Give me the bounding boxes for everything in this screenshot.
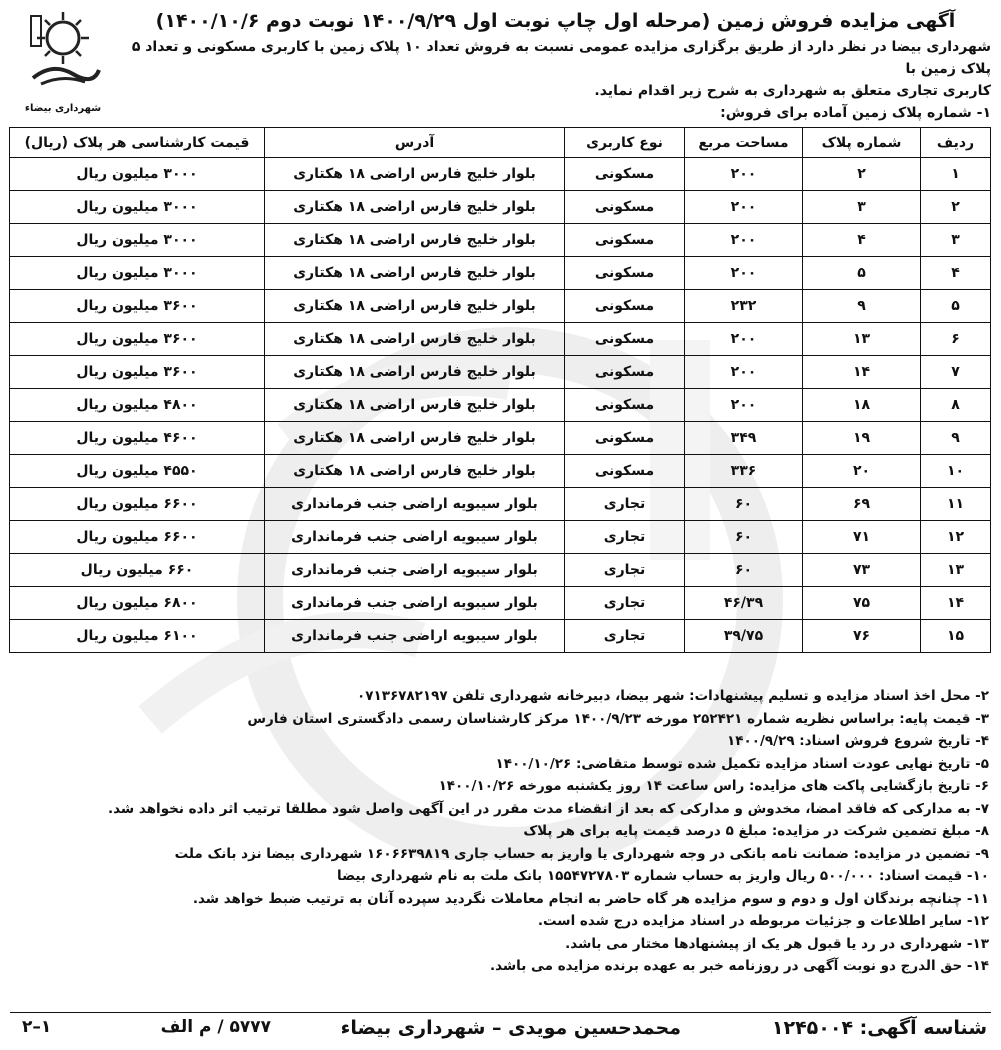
cell-plot-number: ۲۰: [803, 455, 921, 488]
cell-address: بلوار خلیج فارس اراضی ۱۸ هکتاری: [265, 290, 565, 323]
table-row: [10, 290, 991, 323]
col-header-row-number: ردیف: [921, 128, 991, 158]
table-row: [10, 158, 991, 191]
term-item: ۲- محل اخذ اسناد مزایده و تسلیم پیشنهادات: شهر بیضا، دبیرخانه شهرداری تلفن ۰۷۱۳۶۷۸۲۱۹۷: [356, 688, 989, 704]
cell-price: ۳۰۰۰ میلیون ریال: [10, 257, 265, 290]
table-row: [10, 488, 991, 521]
cell-usage: مسکونی: [565, 290, 685, 323]
term-item: ۳- قیمت پایه: براساس نظریه شماره ۲۵۲۴۲۱ مورخه ۱۴۰۰/۹/۲۳ مرکز کارشناسان رسمی دادگستری استان فارس: [247, 710, 989, 727]
cell-row-number: ۱۲: [921, 521, 991, 554]
cell-price: ۴۵۵۰ میلیون ریال: [10, 455, 265, 488]
cell-usage: مسکونی: [565, 191, 685, 224]
cell-price: ۳۰۰۰ میلیون ریال: [10, 224, 265, 257]
ad-code: ۵۷۷۷ / م الف: [160, 1017, 271, 1037]
cell-row-number: ۹: [921, 422, 991, 455]
table-row: [10, 554, 991, 587]
table-header-row: [10, 128, 991, 158]
term-item: ۶- تاریخ بازگشایی پاکت های مزایده: راس ساعت ۱۴ روز یکشنبه مورخه ۱۴۰۰/۱۰/۲۶: [438, 778, 989, 794]
cell-row-number: ۴: [921, 257, 991, 290]
cell-address: بلوار خلیج فارس اراضی ۱۸ هکتاری: [265, 455, 565, 488]
term-item: ۸- مبلغ تضمین شرکت در مزایده: مبلغ ۵ درصد قیمت پایه برای هر پلاک: [523, 823, 989, 839]
cell-price: ۳۶۰۰ میلیون ریال: [10, 323, 265, 356]
cell-price: ۳۶۰۰ میلیون ریال: [10, 356, 265, 389]
cell-address: بلوار خلیج فارس اراضی ۱۸ هکتاری: [265, 422, 565, 455]
cell-price: ۶۸۰۰ میلیون ریال: [10, 587, 265, 620]
cell-address: بلوار خلیج فارس اراضی ۱۸ هکتاری: [265, 356, 565, 389]
cell-usage: تجاری: [565, 554, 685, 587]
cell-area: ۶۰: [685, 521, 803, 554]
cell-address: بلوار خلیج فارس اراضی ۱۸ هکتاری: [265, 191, 565, 224]
cell-area: ۳۳۶: [685, 455, 803, 488]
cell-row-number: ۱۳: [921, 554, 991, 587]
cell-plot-number: ۷۱: [803, 521, 921, 554]
cell-plot-number: ۳: [803, 191, 921, 224]
cell-address: بلوار سیبویه اراضی جنب فرمانداری: [265, 554, 565, 587]
cell-price: ۳۰۰۰ میلیون ریال: [10, 191, 265, 224]
cell-row-number: ۷: [921, 356, 991, 389]
cell-usage: تجاری: [565, 587, 685, 620]
cell-row-number: ۶: [921, 323, 991, 356]
cell-address: بلوار خلیج فارس اراضی ۱۸ هکتاری: [265, 158, 565, 191]
cell-price: ۴۶۰۰ میلیون ریال: [10, 422, 265, 455]
cell-usage: مسکونی: [565, 422, 685, 455]
cell-area: ۳۹/۷۵: [685, 620, 803, 653]
cell-plot-number: ۴: [803, 224, 921, 257]
table-row: [10, 587, 991, 620]
cell-area: ۳۴۹: [685, 422, 803, 455]
cell-area: ۲۳۲: [685, 290, 803, 323]
table-row: [10, 356, 991, 389]
table-row: [10, 422, 991, 455]
term-item: ۴- تاریخ شروع فروش اسناد: ۱۴۰۰/۹/۲۹: [727, 733, 989, 749]
table-row: [10, 191, 991, 224]
term-item: ۱۲- سایر اطلاعات و جزئیات مربوطه در اسناد مزایده درج شده است.: [537, 913, 989, 929]
table-row: [10, 521, 991, 554]
cell-address: بلوار خلیج فارس اراضی ۱۸ هکتاری: [265, 257, 565, 290]
cell-usage: مسکونی: [565, 257, 685, 290]
signer: محمدحسین مویدی – شهرداری بیضاء: [340, 1017, 681, 1039]
notice-intro: شهرداری بیضا در نظر دارد از طریق برگزاری مزایده عمومی نسبت به فروش تعداد ۱۰ پلاک زمین با کاربری مسکونی و تعداد ۵ پلاک زمین با: [131, 39, 991, 77]
ad-id: شناسه آگهی: ۱۲۴۵۰۰۴: [771, 1017, 987, 1039]
term-item: ۱۴- حق الدرج دو نوبت آگهی در روزنامه خبر به عهده برنده مزایده می باشد.: [489, 958, 989, 974]
cell-row-number: ۱: [921, 158, 991, 191]
cell-plot-number: ۶۹: [803, 488, 921, 521]
col-header-plot-number: شماره پلاک: [803, 128, 921, 158]
table-row: [10, 323, 991, 356]
cell-address: بلوار سیبویه اراضی جنب فرمانداری: [265, 488, 565, 521]
col-header-address: آدرس: [265, 128, 565, 158]
term-item: ۱۱- چنانچه برندگان اول و دوم و سوم مزایده هر گاه حاضر به انجام معاملات نگردید سپرده آنان به ترتیب ضبط خواهد شد.: [192, 890, 989, 907]
cell-area: ۴۶/۳۹: [685, 587, 803, 620]
cell-price: ۶۱۰۰ میلیون ریال: [10, 620, 265, 653]
plots-table: [9, 127, 991, 653]
cell-usage: مسکونی: [565, 389, 685, 422]
cell-price: ۳۰۰۰ میلیون ریال: [10, 158, 265, 191]
cell-price: ۳۶۰۰ میلیون ریال: [10, 290, 265, 323]
cell-usage: مسکونی: [565, 158, 685, 191]
page-indicator: ۱–۲: [22, 1017, 52, 1037]
cell-row-number: ۱۱: [921, 488, 991, 521]
term-item: ۱۳- شهرداری در رد یا قبول هر یک از پیشنهادها مختار می باشد.: [565, 935, 989, 952]
cell-row-number: ۸: [921, 389, 991, 422]
cell-plot-number: ۵: [803, 257, 921, 290]
term-item: ۷- به مدارکی که فاقد امضا، مخدوش و مدارکی که بعد از انقضاء مدت مقرر در این آگهی واصل شود مطلقا ترتیب اثر داده نخواهد شد.: [108, 800, 989, 817]
cell-row-number: ۲: [921, 191, 991, 224]
cell-area: ۲۰۰: [685, 257, 803, 290]
section-1-title: ۱- شماره پلاک زمین آماده برای فروش:: [720, 105, 991, 121]
cell-area: ۶۰: [685, 554, 803, 587]
table-row: [10, 455, 991, 488]
cell-area: ۲۰۰: [685, 389, 803, 422]
cell-address: بلوار خلیج فارس اراضی ۱۸ هکتاری: [265, 323, 565, 356]
cell-usage: تجاری: [565, 620, 685, 653]
cell-address: بلوار خلیج فارس اراضی ۱۸ هکتاری: [265, 224, 565, 257]
municipality-logo: [8, 6, 118, 116]
cell-row-number: ۱۰: [921, 455, 991, 488]
term-item: ۱۰- قیمت اسناد: ۵۰۰/۰۰۰ ریال واریز به حساب شماره ۱۵۵۴۷۲۷۸۰۳ بانک ملت به نام شهرداری بیضا: [337, 868, 989, 884]
term-item: ۹- تضمین در مزایده: ضمانت نامه بانکی در وجه شهرداری یا واریز به حساب جاری ۱۶۰۶۶۳۹۸۱۹ شهرداری بیضا نزد بانک ملت: [174, 845, 989, 862]
term-item: ۵- تاریخ نهایی عودت اسناد مزایده تکمیل شده توسط متقاضی: ۱۴۰۰/۱۰/۲۶: [495, 755, 989, 772]
table-row: [10, 224, 991, 257]
table-row: [10, 389, 991, 422]
table-row: [10, 257, 991, 290]
col-header-usage: نوع کاربری: [565, 128, 685, 158]
cell-plot-number: ۷۵: [803, 587, 921, 620]
cell-plot-number: ۱۴: [803, 356, 921, 389]
cell-usage: مسکونی: [565, 224, 685, 257]
cell-plot-number: ۱۸: [803, 389, 921, 422]
cell-area: ۲۰۰: [685, 224, 803, 257]
cell-area: ۲۰۰: [685, 158, 803, 191]
cell-area: ۲۰۰: [685, 323, 803, 356]
cell-address: بلوار سیبویه اراضی جنب فرمانداری: [265, 521, 565, 554]
cell-row-number: ۱۵: [921, 620, 991, 653]
notice-title: آگهی مزایده فروش زمین (مرحله اول چاپ نوبت اول ۱۴۰۰/۹/۲۹ نوبت دوم ۱۴۰۰/۱۰/۶): [155, 10, 956, 32]
notice-intro-continued: کاربری تجاری متعلق به شهرداری به شرح زیر اقدام نماید.: [594, 83, 991, 99]
cell-row-number: ۱۴: [921, 587, 991, 620]
cell-row-number: ۵: [921, 290, 991, 323]
cell-plot-number: ۱۹: [803, 422, 921, 455]
cell-usage: مسکونی: [565, 356, 685, 389]
logo-caption: شهرداری بیضاء: [24, 103, 102, 114]
cell-area: ۲۰۰: [685, 356, 803, 389]
cell-plot-number: ۹: [803, 290, 921, 323]
cell-area: ۶۰: [685, 488, 803, 521]
table-row: [10, 620, 991, 653]
cell-plot-number: ۷۶: [803, 620, 921, 653]
col-header-area: مساحت مربع: [685, 128, 803, 158]
cell-price: ۶۶۰۰ میلیون ریال: [10, 488, 265, 521]
cell-usage: مسکونی: [565, 455, 685, 488]
cell-address: بلوار سیبویه اراضی جنب فرمانداری: [265, 620, 565, 653]
cell-address: بلوار خلیج فارس اراضی ۱۸ هکتاری: [265, 389, 565, 422]
cell-price: ۴۸۰۰ میلیون ریال: [10, 389, 265, 422]
cell-area: ۲۰۰: [685, 191, 803, 224]
cell-usage: تجاری: [565, 521, 685, 554]
notice-footer: [10, 1012, 991, 1047]
cell-usage: مسکونی: [565, 323, 685, 356]
cell-price: ۶۶۰۰ میلیون ریال: [10, 521, 265, 554]
municipality-emblem-icon: [23, 8, 103, 90]
notice-terms: [14, 685, 989, 978]
cell-plot-number: ۲: [803, 158, 921, 191]
cell-plot-number: ۷۳: [803, 554, 921, 587]
cell-plot-number: ۱۳: [803, 323, 921, 356]
cell-row-number: ۳: [921, 224, 991, 257]
cell-price: ۶۶۰ میلیون ریال: [10, 554, 265, 587]
cell-usage: تجاری: [565, 488, 685, 521]
notice-header: [120, 8, 991, 120]
col-header-price: قیمت کارشناسی هر پلاک (ریال): [10, 128, 265, 158]
cell-address: بلوار سیبویه اراضی جنب فرمانداری: [265, 587, 565, 620]
